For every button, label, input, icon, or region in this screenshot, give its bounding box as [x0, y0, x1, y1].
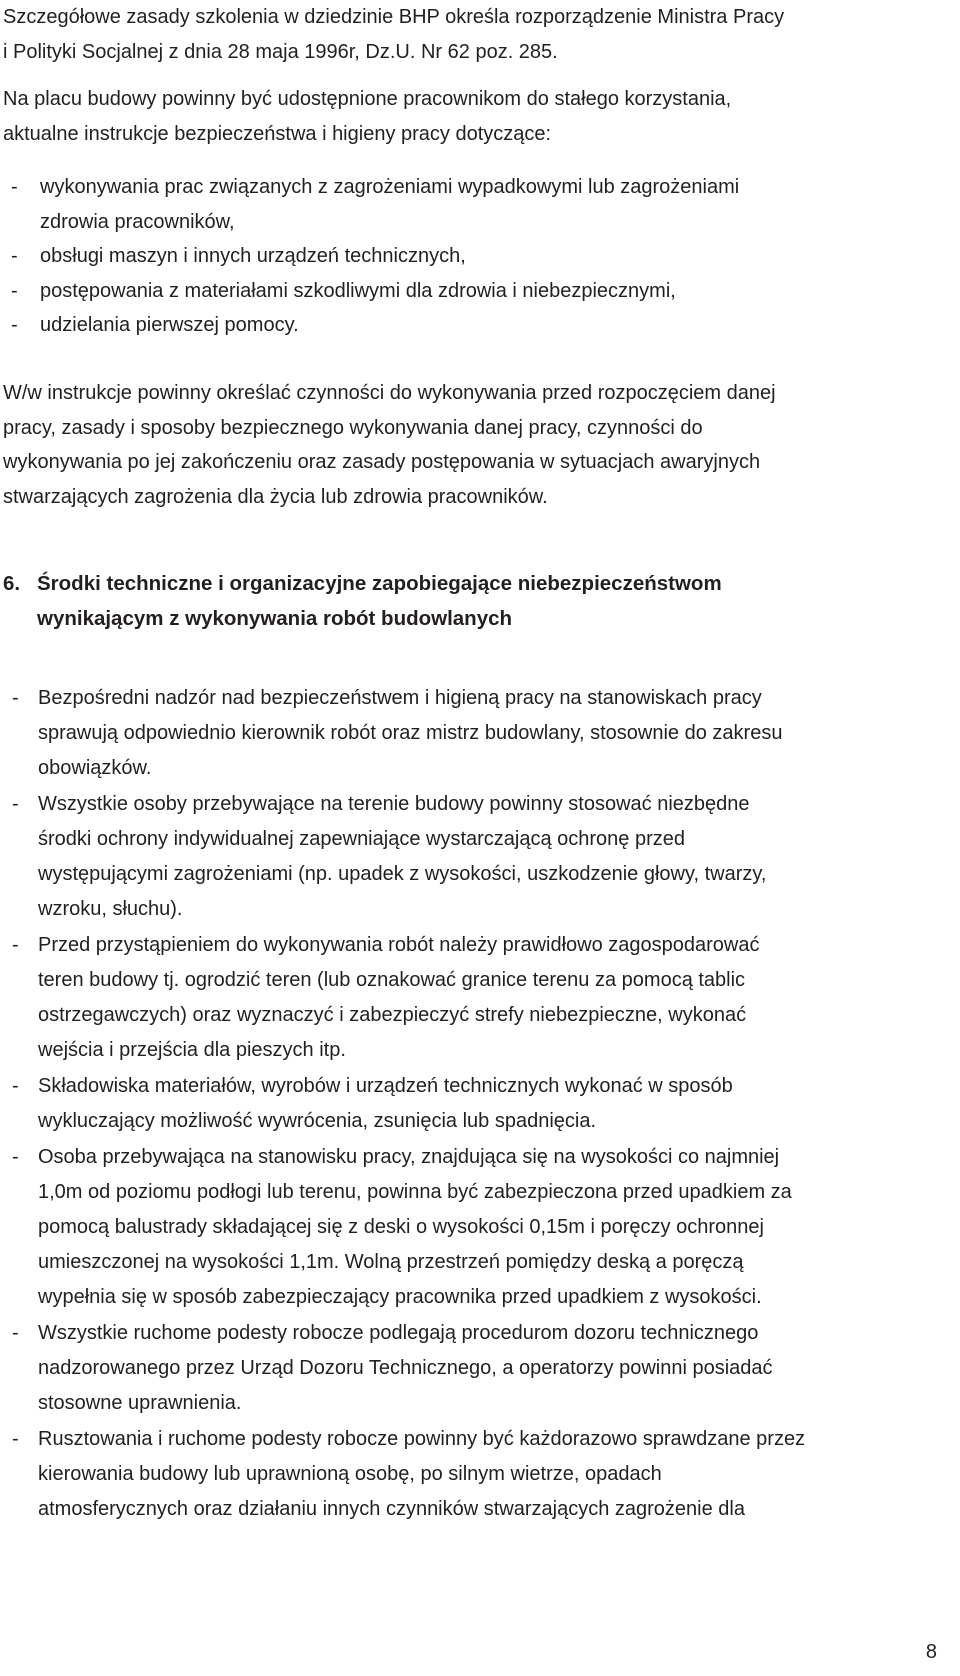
section-title-line: wynikającym z wykonywania robót budowlanych — [37, 607, 513, 630]
ww-line: stwarzających zagrożenia dla życia lub zdrowia pracowników. — [3, 486, 548, 509]
list-item — [3, 1422, 805, 1527]
dash-marker: - — [11, 176, 18, 198]
list-item-text: Bezpośredni nadzór nad bezpieczeństwem i higieną pracy na stanowiskach pracy — [38, 687, 762, 709]
dash-marker: - — [12, 1146, 19, 1168]
list-item — [3, 1316, 805, 1421]
instructions-line: aktualne instrukcje bezpieczeństwa i higieny pracy dotyczące: — [3, 122, 552, 145]
list-item-text: atmosferycznych oraz działaniu innych czynników stwarzających zagrożenie dla — [38, 1498, 745, 1520]
list-item-text: kierowania budowy lub uprawnioną osobę, po silnym wietrze, opadach — [38, 1463, 662, 1485]
list-item — [3, 308, 739, 343]
list-item — [3, 274, 739, 309]
ww-paragraph — [3, 376, 776, 515]
list-item-text: wykonywania prac związanych z zagrożeniami wypadkowymi lub zagrożeniami — [40, 176, 740, 198]
dash-marker: - — [12, 1322, 19, 1344]
list-item-text: Wszystkie osoby przebywające na terenie budowy powinny stosować niezbędne — [38, 793, 750, 815]
dash-marker: - — [12, 793, 19, 815]
dash-marker: - — [11, 245, 18, 267]
page-number: 8 — [925, 1641, 937, 1663]
list-item — [3, 170, 739, 239]
section-heading — [3, 566, 722, 636]
list-item — [3, 681, 805, 786]
list-item-text: Składowiska materiałów, wyrobów i urządzeń technicznych wykonać w sposób — [38, 1075, 733, 1097]
list-item-text: pomocą balustrady składającej się z deski o wysokości 0,15m i poręczy ochronnej — [38, 1216, 764, 1238]
list-item — [3, 787, 805, 927]
list-item-text: wypełnia się w sposób zabezpieczający pracownika przed upadkiem z wysokości. — [38, 1286, 762, 1308]
list-item-text: Osoba przebywająca na stanowisku pracy, znajdująca się na wysokości co najmniej — [38, 1146, 780, 1168]
list-item-text: Wszystkie ruchome podesty robocze podlegają procedurom dozoru technicznego — [38, 1322, 759, 1344]
list-item-text: 1,0m od poziomu podłogi lub terenu, powinna być zabezpieczona przed upadkiem za — [38, 1181, 792, 1203]
measures-list — [3, 681, 805, 1528]
list-item-text: sprawują odpowiednio kierownik robót oraz mistrz budowlany, stosownie do zakresu — [38, 722, 783, 744]
list-item-text: wzroku, słuchu). — [38, 898, 183, 920]
instructions-list — [3, 170, 739, 343]
list-item-text: Rusztowania i ruchome podesty robocze powinny być każdorazowo sprawdzane przez — [38, 1428, 806, 1450]
instructions-line: Na placu budowy powinny być udostępnione pracownikom do stałego korzystania, — [3, 88, 732, 110]
list-item-text: środki ochrony indywidualnej zapewniające wystarczającą ochronę przed — [38, 828, 686, 850]
dash-marker: - — [12, 1428, 19, 1450]
list-item-text: teren budowy tj. ogrodzić teren (lub oznakować granice terenu za pomocą tablic — [38, 969, 746, 991]
list-item-text: umieszczonej na wysokości 1,1m. Wolną przestrzeń pomiędzy deską a poręczą — [38, 1251, 744, 1273]
list-item-text: obowiązków. — [38, 757, 152, 779]
intro-paragraph — [3, 0, 784, 69]
ww-line: pracy, zasady i sposoby bezpiecznego wykonywania danej pracy, czynności do — [3, 416, 703, 439]
list-item-text: występującymi zagrożeniami (np. upadek z wysokości, uszkodzenie głowy, twarzy, — [38, 863, 767, 885]
dash-marker: - — [11, 314, 18, 336]
section-title-line: Środki techniczne i organizacyjne zapobiegające niebezpieczeństwom — [37, 572, 722, 595]
section-number: 6. — [3, 572, 21, 595]
list-item-text: wejścia i przejścia dla pieszych itp. — [38, 1039, 346, 1061]
instructions-paragraph — [3, 82, 731, 151]
intro-line: Szczegółowe zasady szkolenia w dziedzinie BHP określa rozporządzenie Ministra Pracy — [3, 6, 785, 28]
list-item-text: postępowania z materiałami szkodliwymi dla zdrowia i niebezpiecznymi, — [40, 279, 676, 302]
dash-marker: - — [11, 279, 18, 302]
list-item-text: nadzorowanego przez Urząd Dozoru Technicznego, a operatorzy powinni posiadać — [38, 1357, 773, 1379]
dash-marker: - — [12, 934, 19, 956]
list-item-text: udzielania pierwszej pomocy. — [40, 314, 299, 336]
dash-marker: - — [12, 687, 19, 709]
list-item-text: zdrowia pracowników, — [40, 210, 235, 233]
list-item — [3, 1140, 805, 1315]
list-item-text: stosowne uprawnienia. — [38, 1392, 242, 1414]
ww-line: wykonywania po jej zakończeniu oraz zasady postępowania w sytuacjach awaryjnych — [3, 451, 761, 474]
intro-line: i Polityki Socjalnej z dnia 28 maja 1996r, Dz.U. Nr 62 poz. 285. — [3, 40, 558, 63]
list-item-text: obsługi maszyn i innych urządzeń technicznych, — [40, 245, 466, 267]
list-item — [3, 1069, 805, 1139]
list-item-text: wykluczający możliwość wywrócenia, zsunięcia lub spadnięcia. — [38, 1110, 597, 1132]
list-item — [3, 928, 805, 1068]
dash-marker: - — [12, 1075, 19, 1097]
list-item — [3, 239, 739, 274]
list-item-text: Przed przystąpieniem do wykonywania robót należy prawidłowo zagospodarować — [38, 934, 760, 956]
list-item-text: ostrzegawczych) oraz wyznaczyć i zabezpieczyć strefy niebezpieczne, wykonać — [38, 1004, 747, 1026]
ww-line: W/w instrukcje powinny określać czynności do wykonywania przed rozpoczęciem danej — [3, 382, 776, 404]
